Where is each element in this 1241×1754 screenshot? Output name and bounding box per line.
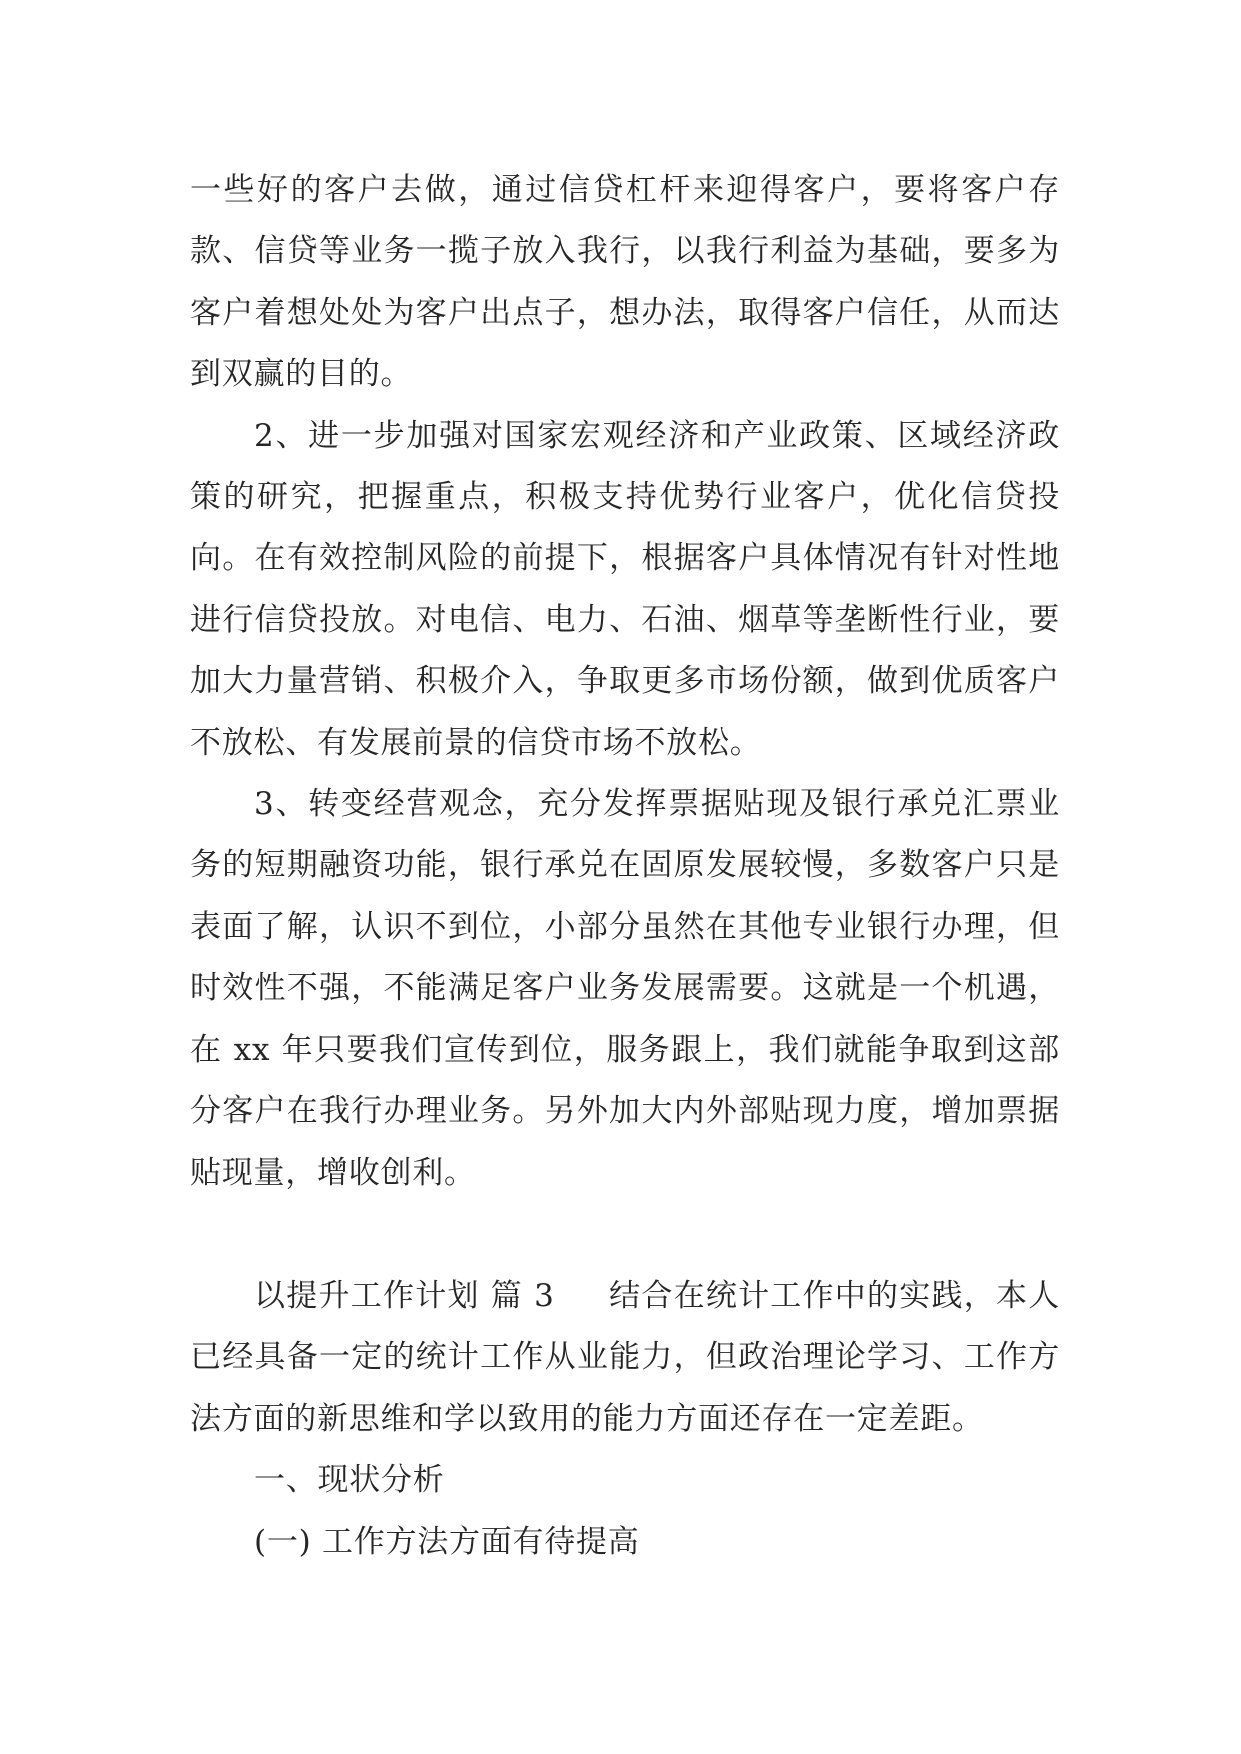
heading-level-1: 一、现状分析 bbox=[254, 1462, 445, 1499]
heading-level-2: (一) 工作方法方面有待提高 bbox=[254, 1523, 640, 1560]
paragraph-item-3: 3、转变经营观念，充分发挥票据贴现及银行承兑汇票业务的短期融资功能，银行承兑在固原发展较慢，多数客户只是表面了解，认识不到位，小部分虽然在其他专业银行办理，但时效性不强，不能满足客户业务发展需要。这就是一个机遇，在 xx 年只要我们宣传到位，服务跟上，我们就能争取到这部分客户在我行办理业务。另外加大内外部贴现力度，增加票据贴现量，增收创利。 bbox=[190, 786, 1060, 1191]
section-title: 以提升工作计划 篇 3 bbox=[254, 1277, 555, 1314]
section-gap bbox=[190, 1204, 1060, 1266]
paragraph-item-2: 2、进一步加强对国家宏观经济和产业政策、区域经济政策的研究，把握重点，积极支持优势行业客户，优化信贷投向。在有效控制风险的前提下，根据客户具体情况有针对性地进行信贷投放。对电信、电力、石油、烟草等垄断性行业，要加大力量营销、积极介入，争取更多市场份额，做到优质客户不放松、有发展前景的信贷市场不放松。 bbox=[190, 417, 1060, 761]
paragraph-continuation: 一些好的客户去做，通过信贷杠杆来迎得客户，要将客户存款、信贷等业务一揽子放入我行，以我行利益为基础，要多为客户着想处处为客户出点子，想办法，取得客户信任，从而达到双赢的目的。 bbox=[190, 172, 1060, 393]
document-body bbox=[190, 160, 1060, 1573]
section-intro: 结合在统计工作中的实践，本人已经具备一定的统计工作从业能力，但政治理论学习、工作方法方面的新思维和学以致用的能力方面还存在一定差距。 bbox=[190, 1277, 1060, 1437]
section-paragraph bbox=[190, 1266, 1060, 1450]
